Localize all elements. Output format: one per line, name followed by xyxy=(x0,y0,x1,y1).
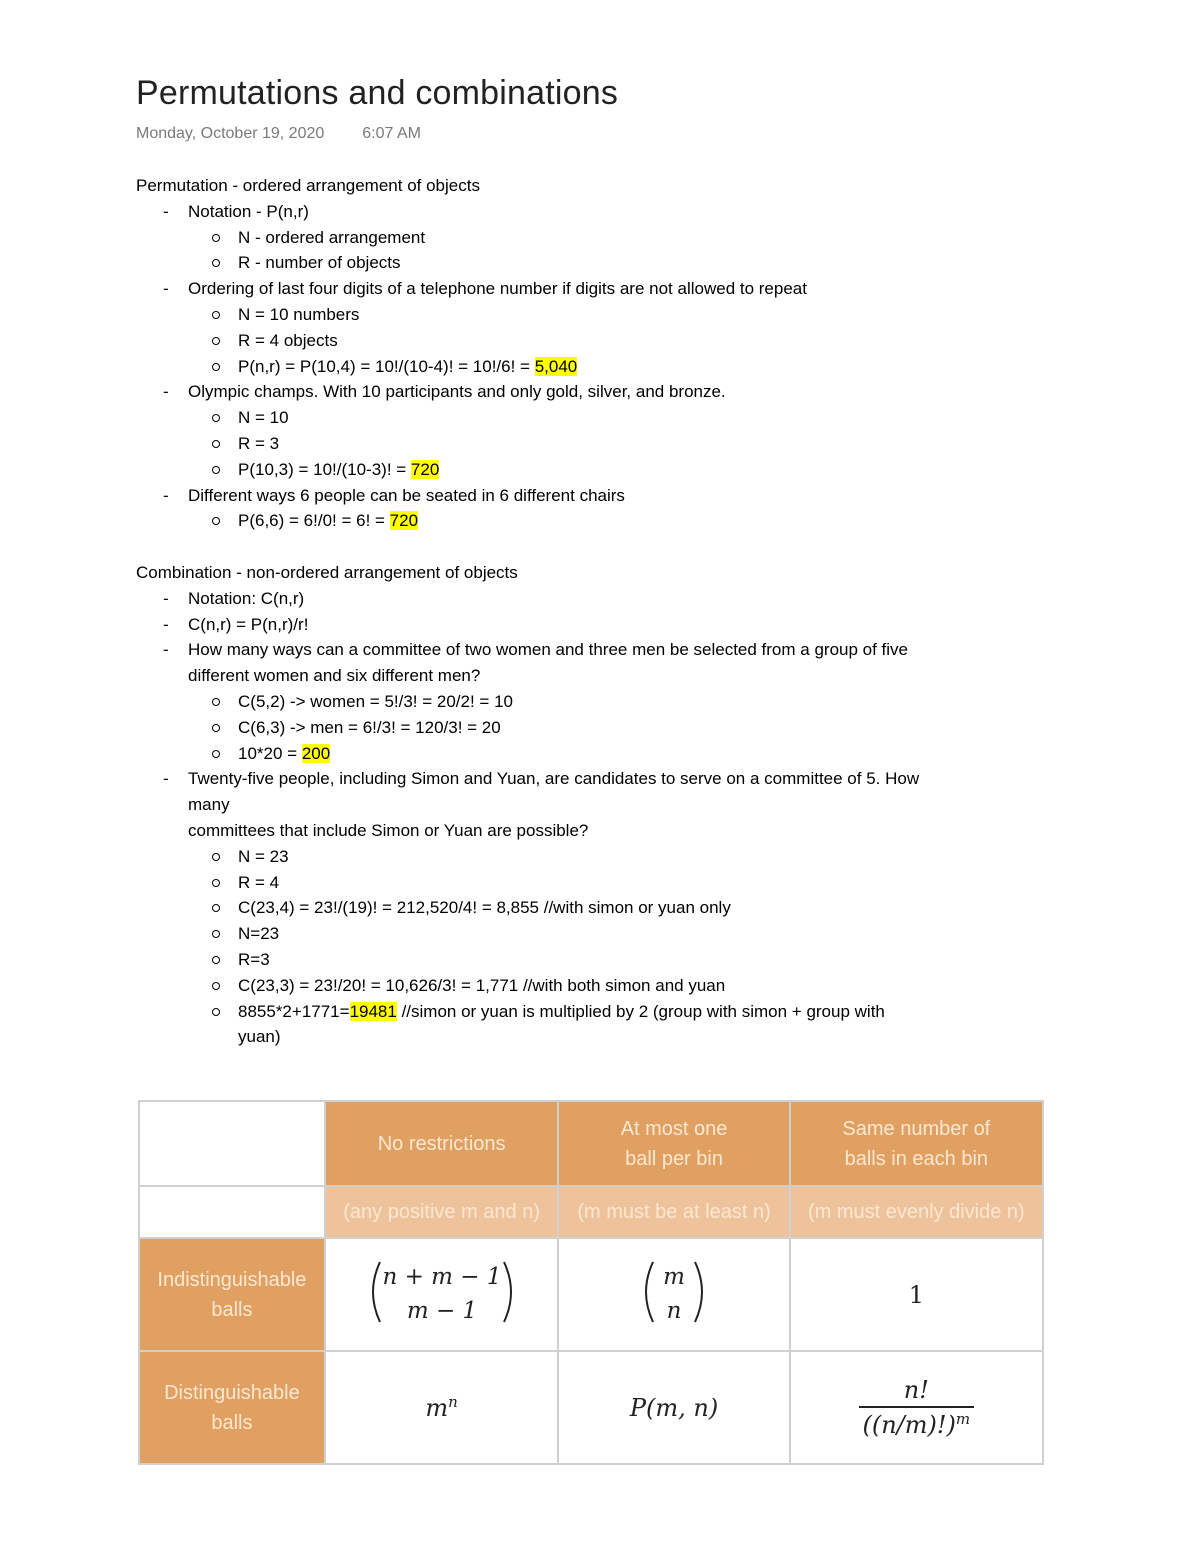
list-item xyxy=(136,637,1036,689)
highlighted-answer: 5,040 xyxy=(534,356,578,376)
list-item: R = 4 xyxy=(136,870,1036,896)
list-item xyxy=(136,999,1036,1051)
list-item: - Notation - P(n,r) xyxy=(136,199,1036,225)
list-item-text: How many ways can a committee of two women and three men be selected from a group of five xyxy=(188,640,909,660)
binomial-formula xyxy=(639,1252,709,1332)
list-item: N - ordered arrangement xyxy=(136,225,1036,251)
list-item xyxy=(136,741,1036,767)
fraction-numerator: n! xyxy=(903,1376,929,1404)
list-item: C(6,3) -> men = 6!/3! = 120/3! = 20 xyxy=(136,715,1036,741)
formula-base: m xyxy=(425,1394,449,1422)
formula-cell xyxy=(790,1351,1043,1464)
list-item: - Different ways 6 people can be seated in 6 different chairs xyxy=(136,483,1036,509)
note-date: Monday, October 19, 2020 xyxy=(136,125,325,142)
list-item: N = 10 xyxy=(136,405,1036,431)
table-corner-cell xyxy=(139,1101,325,1186)
formula-value: 1 xyxy=(908,1280,924,1309)
table-subheader: (m must be at least n) xyxy=(558,1186,789,1238)
date-line xyxy=(136,125,421,143)
formula-cell xyxy=(558,1351,789,1464)
formula-cell xyxy=(325,1238,559,1351)
formula-cell xyxy=(325,1351,559,1464)
combination-heading: Combination - non-ordered arrangement of objects xyxy=(136,562,518,582)
table-header-no-restrictions: No restrictions xyxy=(325,1101,559,1186)
fraction-formula xyxy=(859,1376,975,1439)
table-subheader: (any positive m and n) xyxy=(325,1186,559,1238)
row-header-distinguishable xyxy=(139,1351,325,1464)
header-line: Same number of xyxy=(842,1117,991,1140)
binomial-bottom: m − 1 xyxy=(406,1298,477,1324)
list-item xyxy=(136,354,1036,380)
row-header-line: balls xyxy=(211,1298,253,1321)
permutation-heading: Permutation - ordered arrangement of objects xyxy=(136,176,480,195)
list-item-text: different women and six different men? xyxy=(188,666,481,686)
formula-value: P(m, n) xyxy=(629,1393,719,1422)
binomial-top: m xyxy=(663,1264,685,1290)
list-item-text: many xyxy=(188,795,230,815)
header-line: balls in each bin xyxy=(844,1147,989,1170)
formula-text: 8855*2+1771= xyxy=(238,1001,350,1021)
fraction-denominator xyxy=(859,1406,975,1439)
note-time: 6:07 AM xyxy=(362,125,421,142)
row-header-line: Indistinguishable xyxy=(157,1268,307,1291)
list-item: R=3 xyxy=(136,947,1036,973)
list-item: N=23 xyxy=(136,921,1036,947)
denominator-exponent: m xyxy=(955,1410,971,1428)
formula-exponent: n xyxy=(448,1393,458,1411)
list-item: R - number of objects xyxy=(136,250,1036,276)
binomial-formula xyxy=(362,1252,522,1332)
list-item: C(5,2) -> women = 5!/3! = 20/2! = 10 xyxy=(136,689,1036,715)
formula-text: //simon or yuan is multiplied by 2 (group with simon + group with xyxy=(396,1001,885,1021)
binomial-bottom: n xyxy=(666,1298,682,1324)
list-item: R = 4 objects xyxy=(136,328,1036,354)
formula-text: 10*20 = xyxy=(238,743,302,763)
formula-cell xyxy=(790,1238,1043,1351)
formula-text: P(6,6) = 6!/0! = 6! = xyxy=(238,511,390,531)
list-item: - Olympic champs. With 10 participants and only gold, silver, and bronze. xyxy=(136,379,1036,405)
balls-bins-table xyxy=(138,1100,1044,1465)
highlighted-answer: 200 xyxy=(301,743,331,763)
row-header-line: balls xyxy=(211,1411,253,1434)
list-item xyxy=(136,766,1036,843)
header-line: ball per bin xyxy=(625,1147,723,1170)
table-header-same-number xyxy=(790,1101,1043,1186)
formula-text: P(n,r) = P(10,4) = 10!/(10-4)! = 10!/6! = xyxy=(238,356,535,376)
list-item: R = 3 xyxy=(136,431,1036,457)
list-item-text: Twenty-five people, including Simon and Yuan, are candidates to serve on a committee of 5. How xyxy=(188,769,920,789)
list-item: - C(n,r) = P(n,r)/r! xyxy=(136,612,1036,638)
list-item xyxy=(136,508,1036,534)
table-header-at-most-one xyxy=(558,1101,789,1186)
row-header-line: Distinguishable xyxy=(164,1381,300,1404)
header-line: At most one xyxy=(620,1117,728,1140)
notes-body xyxy=(136,173,1036,1050)
highlighted-answer: 720 xyxy=(410,459,440,479)
list-item: - Notation: C(n,r) xyxy=(136,586,1036,612)
highlighted-answer: 19481 xyxy=(349,1001,397,1021)
list-item-text: committees that include Simon or Yuan are possible? xyxy=(188,820,589,840)
list-item: N = 10 numbers xyxy=(136,302,1036,328)
binomial-top: n + m − 1 xyxy=(382,1264,502,1290)
list-item: C(23,3) = 23!/20! = 10,626/3! = 1,771 //with both simon and yuan xyxy=(136,973,1036,999)
list-item: C(23,4) = 23!/(19)! = 212,520/4! = 8,855 //with simon or yuan only xyxy=(136,895,1036,921)
formula-text: P(10,3) = 10!/(10-3)! = xyxy=(238,459,411,479)
table-subheader: (m must evenly divide n) xyxy=(790,1186,1043,1238)
row-header-indistinguishable xyxy=(139,1238,325,1351)
formula-cell xyxy=(558,1238,789,1351)
highlighted-answer: 720 xyxy=(389,511,419,531)
list-item: - Ordering of last four digits of a telephone number if digits are not allowed to repeat xyxy=(136,276,1036,302)
list-item xyxy=(136,457,1036,483)
page-title: Permutations and combinations xyxy=(136,74,619,112)
formula-text: yuan) xyxy=(238,1027,281,1047)
denominator-text: ((n/m)!) xyxy=(862,1411,956,1439)
table-blank-cell xyxy=(139,1186,325,1238)
list-item: N = 23 xyxy=(136,844,1036,870)
